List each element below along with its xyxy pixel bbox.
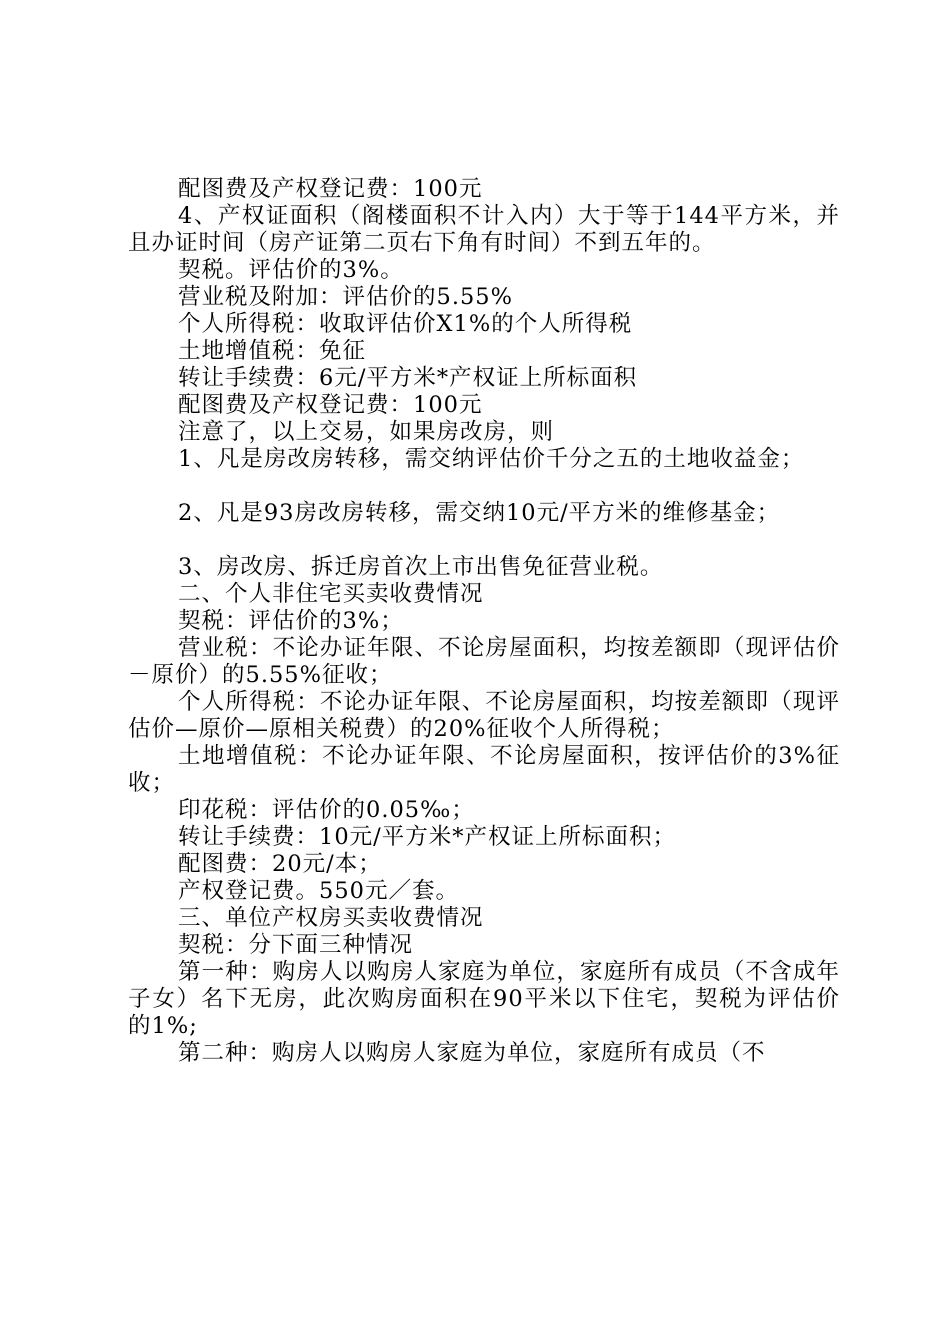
paragraph: 产权登记费。550元／套。 xyxy=(178,878,459,904)
paragraph: 转让手续费：6元/平方米*产权证上所标面积 xyxy=(178,365,638,391)
paragraph: 3、房改房、拆迁房首次上市出售免征营业税。 xyxy=(178,554,664,580)
paragraph: 土地增值税：不论办证年限、不论房屋面积，按评估价的3%征收； xyxy=(128,743,840,796)
paragraph: 个人所得税：不论办证年限、不论房屋面积，均按差额即（现评估价—原价—原相关税费）的20%征收个人所得税； xyxy=(128,689,840,742)
paragraph: 营业税：不论办证年限、不论房屋面积，均按差额即（现评估价－原价）的5.55%征收； xyxy=(128,635,840,688)
paragraph: 土地增值税：免征 xyxy=(178,338,367,364)
section-heading: 三、单位产权房买卖收费情况 xyxy=(178,905,484,931)
paragraph: 配图费：20元/本； xyxy=(178,851,382,877)
paragraph: 印花税：评估价的0.05‰； xyxy=(178,797,475,823)
paragraph: 1、凡是房改房转移，需交纳评估价千分之五的土地收益金； xyxy=(178,446,805,472)
paragraph: 4、产权证面积（阁楼面积不计入内）大于等于144平方米，并且办证时间（房产证第二页右下角有时间）不到五年的。 xyxy=(128,203,840,256)
paragraph: 契税。评估价的3%。 xyxy=(178,257,404,283)
document-body xyxy=(128,176,840,1067)
paragraph: 契税：分下面三种情况 xyxy=(178,932,414,958)
paragraph: 第一种：购房人以购房人家庭为单位，家庭所有成员（不含成年子女）名下无房，此次购房面积在90平米以下住宅，契税为评估价的1%; xyxy=(128,959,840,1039)
paragraph: 第二种：购房人以购房人家庭为单位，家庭所有成员（不 xyxy=(178,1040,766,1066)
paragraph: 转让手续费：10元/平方米*产权证上所标面积； xyxy=(178,824,676,850)
paragraph: 契税：评估价的3%； xyxy=(178,608,404,634)
paragraph: 营业税及附加：评估价的5.55% xyxy=(178,284,513,310)
paragraph: 配图费及产权登记费：100元 xyxy=(178,392,483,418)
paragraph: 配图费及产权登记费：100元 xyxy=(178,176,483,202)
section-heading: 二、个人非住宅买卖收费情况 xyxy=(178,581,484,607)
paragraph: 注意了，以上交易，如果房改房，则 xyxy=(178,419,555,445)
paragraph: 个人所得税：收取评估价X1%的个人所得税 xyxy=(178,311,633,337)
paragraph: 2、凡是93房改房转移，需交纳10元/平方米的维修基金； xyxy=(178,500,781,526)
